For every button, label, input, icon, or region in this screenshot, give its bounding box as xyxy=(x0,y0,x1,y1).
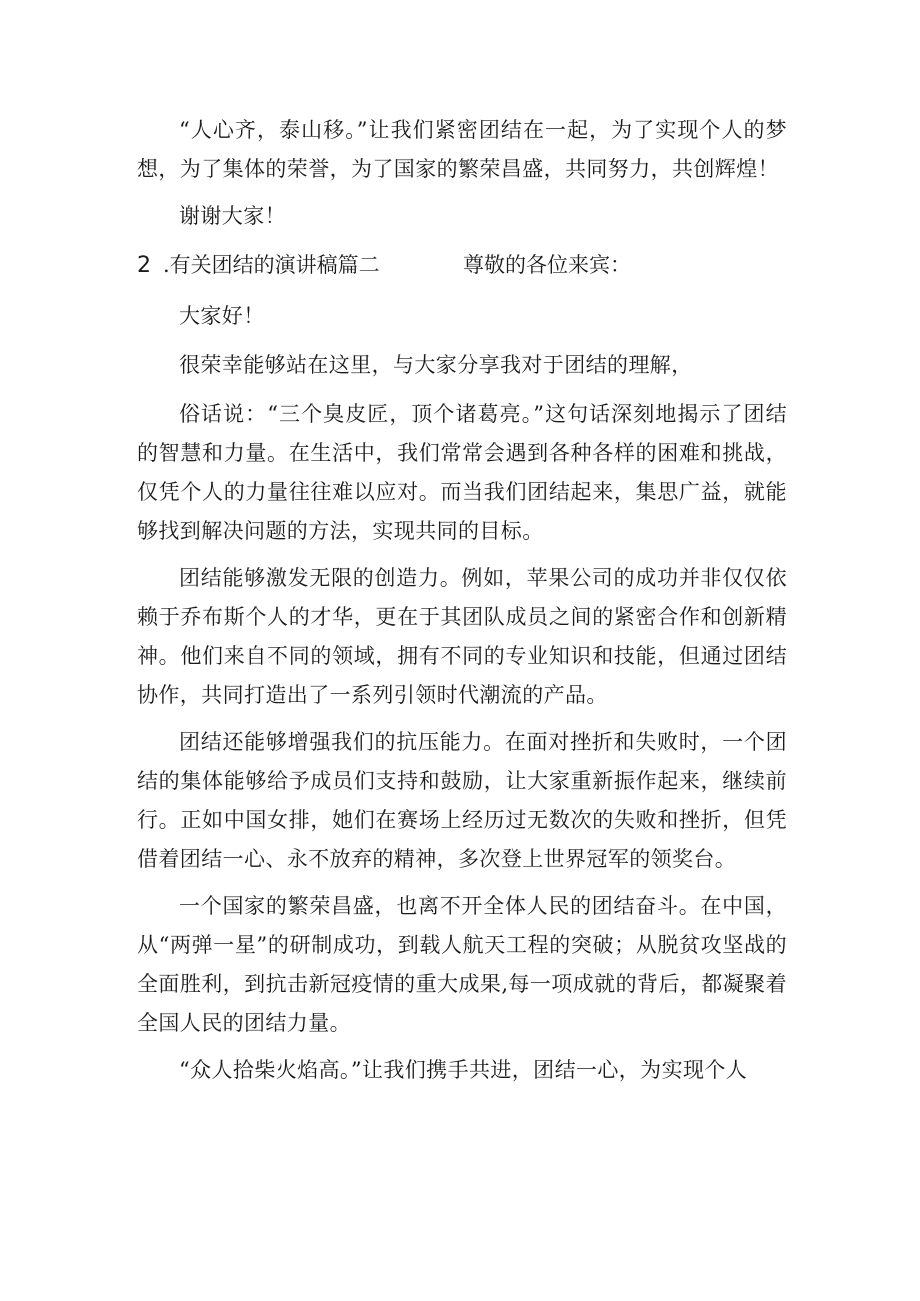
heading-greeting: 尊敬的各位来宾： xyxy=(463,253,631,277)
paragraph-1: 很荣幸能够站在这里，与大家分享我对于团结的理解， xyxy=(179,353,693,377)
section-heading xyxy=(137,246,787,285)
paragraph-6: “众人拾柴火焰高。”让我们携手共进，团结一心，为实现个人 xyxy=(179,1058,748,1082)
document-body xyxy=(137,111,787,1098)
hello-line: 大家好！ xyxy=(179,304,265,328)
paragraph-5: 一个国家的繁荣昌盛，也离不开全体人民的团结奋斗。在中国，从“两弹一星”的研制成功，到载人航天工程的突破；从脱贫攻坚战的全面胜利，到抗击新冠疫情的重大成果,每一项成就的背后，都凝聚着全国人民的团结力量。 xyxy=(137,894,787,1035)
paragraph-4: 团结还能够增强我们的抗压能力。在面对挫折和失败时，一个团结的集体能够给予成员们支持和鼓励，让大家重新振作起来，继续前行。正如中国女排，她们在赛场上经历过无数次的失败和挫折，但凭借着团结一心、永不放弃的精神，多次登上世界冠军的领奖台。 xyxy=(137,730,787,871)
paragraph-3: 团结能够激发无限的创造力。例如，苹果公司的成功并非仅仅依赖于乔布斯个人的才华，更在于其团队成员之间的紧密合作和创新精神。他们来自不同的领域，拥有不同的专业知识和技能，但通过团结协作，共同打造出了一系列引领时代潮流的产品。 xyxy=(137,566,787,707)
heading-number: 2 xyxy=(137,253,151,278)
paragraph-2: 俗话说：“三个臭皮匠，顶个诸葛亮。”这句话深刻地揭示了团结的智慧和力量。在生活中，我们常常会遇到各种各样的困难和挑战，仅凭个人的力量往往难以应对。而当我们团结起来，集思广益，就能够找到解决问题的方法，实现共同的目标。 xyxy=(137,402,787,543)
thanks-line: 谢谢大家！ xyxy=(179,204,286,228)
intro-paragraph: “人心齐，泰山移。”让我们紧密团结在一起，为了实现个人的梦想，为了集体的荣誉，为了国家的繁荣昌盛，共同努力，共创辉煌！ xyxy=(137,118,787,181)
heading-title: .有关团结的演讲稿篇二 xyxy=(163,253,380,277)
